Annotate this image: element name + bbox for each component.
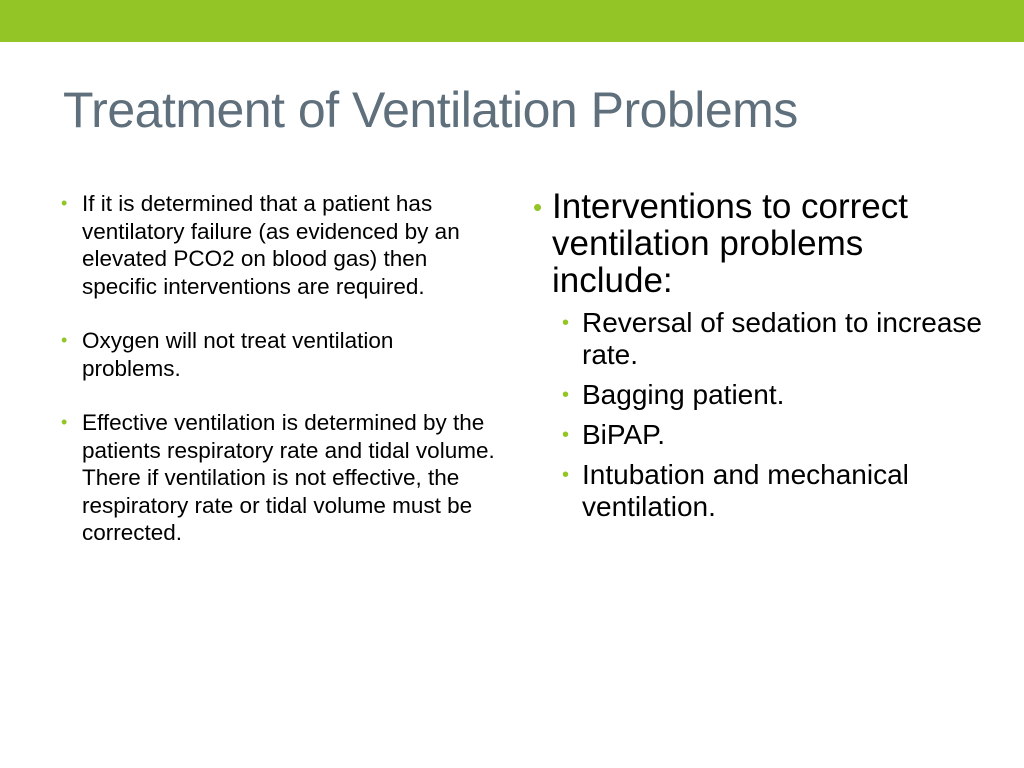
bullet-icon: • [61, 412, 68, 432]
right-bullet-list [530, 188, 990, 531]
sub-bullet-item [560, 379, 990, 411]
sub-bullet-text: Reversal of sedation to increase rate. [582, 307, 982, 370]
sub-bullet-list [560, 307, 990, 523]
bullet-icon: • [61, 193, 68, 213]
left-bullet-text: If it is determined that a patient has ventilatory failure (as evidenced by an elevated PCO2 on blood gas) then specific interventions are required. [82, 191, 460, 299]
left-bullet-item [58, 409, 498, 547]
slide-title: Treatment of Ventilation Problems [63, 82, 798, 138]
bullet-icon: • [562, 312, 570, 334]
sub-bullet-item [560, 307, 990, 371]
bullet-icon: • [61, 330, 68, 350]
left-bullet-text: Oxygen will not treat ventilation problems. [82, 328, 394, 381]
top-accent-bar [0, 0, 1024, 42]
bullet-icon: • [533, 192, 543, 222]
sub-bullet-text: Intubation and mechanical ventilation. [582, 459, 909, 522]
right-bullet-item [530, 188, 990, 299]
bullet-icon: • [562, 464, 570, 486]
left-bullet-list [58, 190, 498, 574]
left-bullet-item [58, 327, 498, 382]
bullet-icon: • [562, 384, 570, 406]
left-bullet-text: Effective ventilation is determined by the patients respiratory rate and tidal volume. There if ventilation is not effective, the respiratory rate or tidal volume must be corrected. [82, 410, 495, 545]
sub-bullet-text: BiPAP. [582, 419, 666, 450]
bullet-icon: • [562, 424, 570, 446]
sub-bullet-text: Bagging patient. [582, 379, 785, 410]
left-bullet-item [58, 190, 498, 300]
sub-bullet-item [560, 459, 990, 523]
sub-list-container [530, 307, 990, 523]
sub-bullet-item [560, 419, 990, 451]
right-heading-text: Interventions to correct ventilation problems include: [552, 187, 908, 300]
